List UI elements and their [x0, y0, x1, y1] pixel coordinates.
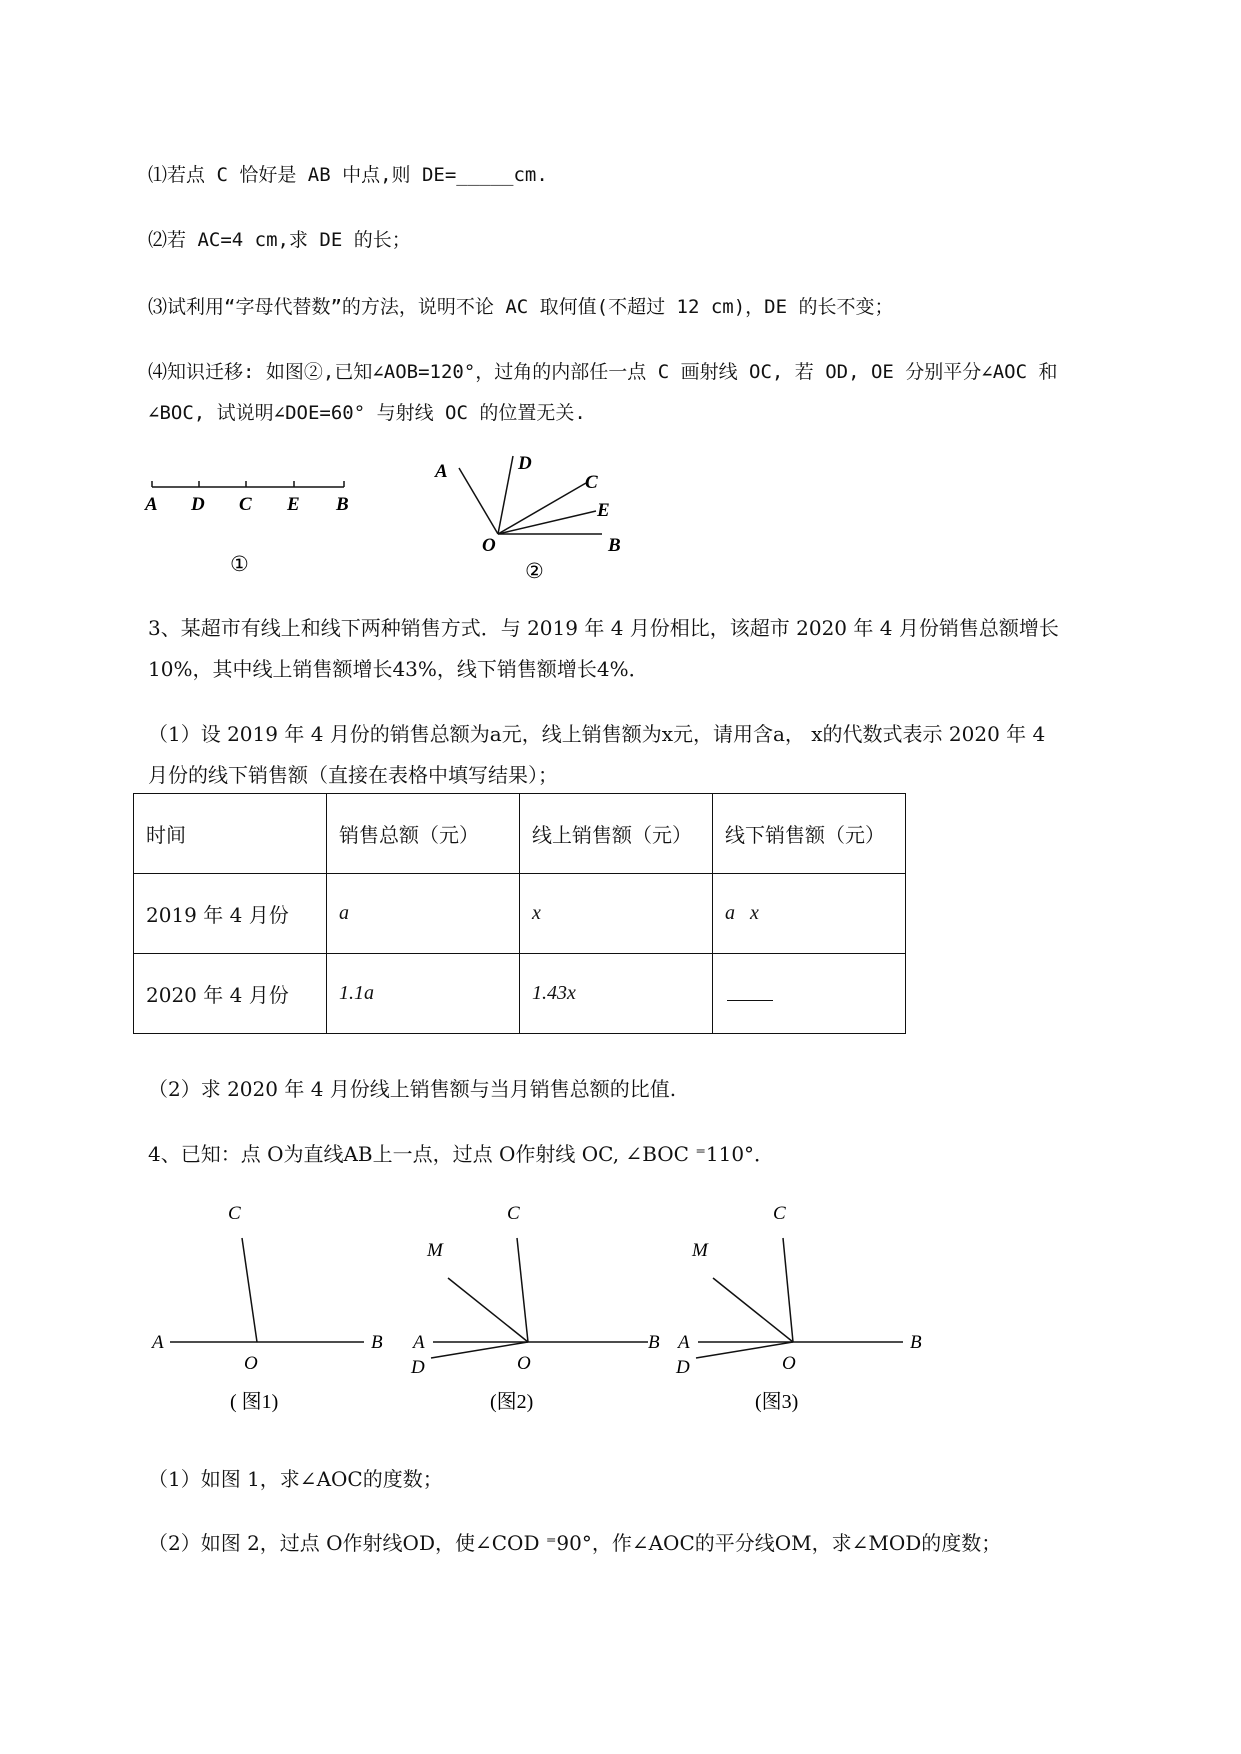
answer-blank-text: ____ — [725, 1000, 727, 1002]
table-cell: 2020 年 4 月份 — [134, 954, 327, 1034]
fig2-label-a: A — [435, 461, 448, 482]
q4-figure-1 — [140, 1195, 400, 1420]
q4-fig1-label-o: O — [244, 1353, 258, 1374]
q4-fig2-label-a: A — [413, 1332, 425, 1353]
q2-part4-line1: ⑷知识迁移: 如图②,已知∠AOB=120°，过角的内部任一点 C 画射线 OC, 若 OD, OE 分别平分∠AOC 和 — [148, 361, 1058, 383]
q4-fig2-label-c: C — [507, 1203, 520, 1224]
fig2-caption: ② — [525, 559, 544, 580]
q3-sub2: （2）求 2020 年 4 月份线上销售额与当月销售总额的比值. — [148, 1077, 677, 1101]
sales-table — [133, 793, 906, 1034]
figure-1-segment — [140, 470, 370, 580]
table-header-row — [134, 794, 906, 874]
answer-blank-cell[interactable] — [713, 954, 906, 1034]
q4-fig2-label-b: B — [648, 1332, 660, 1353]
fig2-label-d: D — [518, 453, 532, 474]
q4-sub2: （2）如图 2，过点 O作射线OD，使∠COD ⁼90°，作∠AOC的平分线OM，求∠MOD的度数； — [148, 1531, 1002, 1555]
fig1-label-d: D — [191, 494, 205, 515]
answer-blank-line — [727, 982, 773, 1001]
fig2-label-e: E — [597, 500, 610, 521]
q4-fig2-caption: (图2) — [490, 1391, 534, 1413]
fig1-label-b: B — [336, 494, 349, 515]
fig2-label-o: O — [482, 535, 496, 556]
fig1-label-c: C — [239, 494, 252, 515]
q4-sub1: （1）如图 1，求∠AOC的度数； — [148, 1467, 443, 1491]
q4-fig3-label-c: C — [773, 1203, 786, 1224]
q2-part3: ⑶试利用“字母代替数”的方法，说明不论 AC 取何值(不超过 12 cm)，DE 的长不变； — [148, 296, 894, 318]
fig2-label-b: B — [608, 535, 621, 556]
q4-fig3-label-m: M — [692, 1240, 708, 1261]
table-header-cell: 线下销售额（元） — [713, 794, 906, 874]
table-row — [134, 954, 906, 1034]
q4-fig3-caption: (图3) — [755, 1391, 799, 1413]
q3-line2: 10%，其中线上销售额增长43%，线下销售额增长4%． — [148, 657, 649, 681]
q2-part1: ⑴若点 C 恰好是 AB 中点,则 DE=_____cm. — [148, 164, 548, 186]
q4-fig3-label-b: B — [910, 1332, 922, 1353]
q4-figure-3 — [670, 1195, 940, 1420]
q4-figure-2 — [405, 1195, 675, 1420]
fig1-caption: ① — [230, 552, 249, 576]
table-header-cell: 时间 — [134, 794, 327, 874]
q3-line1: 3、某超市有线上和线下两种销售方式．与 2019 年 4 月份相比，该超市 2020 年 4 月份销售总额增长 — [148, 616, 1059, 640]
q4-fig1-label-b: B — [371, 1332, 383, 1353]
q2-part4-line2: ∠BOC, 试说明∠DOE=60° 与射线 OC 的位置无关. — [148, 402, 586, 424]
q4-fig1-caption: ( 图1) — [230, 1391, 279, 1413]
q3-sub1-line1: （1）设 2019 年 4 月份的销售总额为a元，线上销售额为x元，请用含a， x的代数式表示 2020 年 4 — [148, 722, 1046, 746]
table-header-cell: 销售总额（元） — [327, 794, 520, 874]
table-cell: a x — [713, 874, 906, 954]
q4-line1: 4、已知：点 O为直线AB上一点，过点 O作射线 OC, ∠BOC ⁼110°． — [148, 1142, 775, 1166]
fig1-label-a: A — [145, 494, 158, 515]
table-row — [134, 874, 906, 954]
figure-2-angle — [425, 450, 625, 580]
q4-fig3-label-a: A — [678, 1332, 690, 1353]
table-cell: 1.1a — [327, 954, 520, 1034]
table-cell: x — [520, 874, 713, 954]
q4-fig3-label-o: O — [782, 1353, 796, 1374]
fig2-label-c: C — [585, 472, 598, 493]
table-cell: 2019 年 4 月份 — [134, 874, 327, 954]
q4-fig2-label-d: D — [411, 1357, 425, 1378]
q4-fig2-label-m: M — [427, 1240, 443, 1261]
q3-sub1-line2: 月份的线下销售额（直接在表格中填写结果）； — [148, 763, 558, 787]
q4-fig1-label-a: A — [152, 1332, 164, 1353]
fig1-label-e: E — [287, 494, 300, 515]
table-header-cell: 线上销售额（元） — [520, 794, 713, 874]
table-cell: 1.43x — [520, 954, 713, 1034]
q2-part2: ⑵若 AC=4 cm,求 DE 的长； — [148, 229, 411, 251]
q4-fig3-label-d: D — [676, 1357, 690, 1378]
table-cell: a — [327, 874, 520, 954]
q4-fig1-label-c: C — [228, 1203, 241, 1224]
q4-fig2-label-o: O — [517, 1353, 531, 1374]
